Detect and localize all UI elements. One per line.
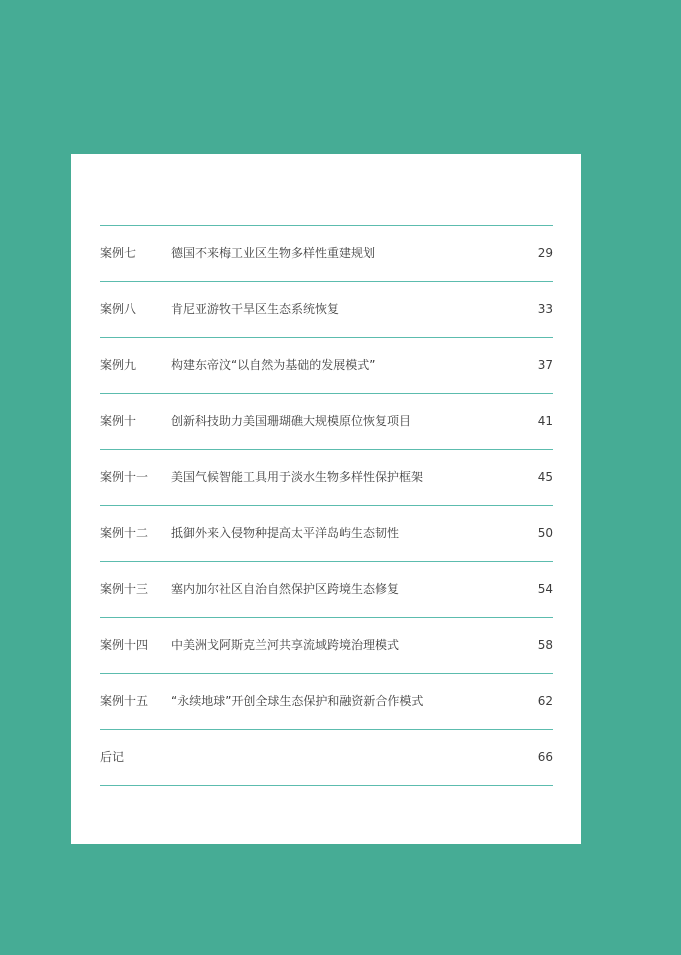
toc-entry-title: 美国气候智能工具用于淡水生物多样性保护框架 — [171, 470, 424, 484]
toc-entry-title: 构建东帝汶“以自然为基础的发展模式” — [171, 358, 376, 372]
toc-entry-title: 塞内加尔社区自治自然保护区跨境生态修复 — [171, 582, 400, 596]
toc-entry-page: 58 — [537, 638, 553, 652]
toc-entry-case-10[interactable] — [100, 394, 553, 450]
table-of-contents — [100, 225, 553, 786]
toc-entry-page: 54 — [537, 582, 553, 596]
toc-entry-case-11[interactable] — [100, 450, 553, 506]
toc-entry-number: 案例十三 — [100, 582, 149, 596]
toc-entry-case-15[interactable] — [100, 674, 553, 730]
toc-entry-title: 德国不来梅工业区生物多样性重建规划 — [171, 246, 376, 260]
toc-entry-title: 中美洲戈阿斯克兰河共享流域跨境治理模式 — [171, 638, 400, 652]
toc-entry-case-14[interactable] — [100, 618, 553, 674]
toc-entry-case-12[interactable] — [100, 506, 553, 562]
toc-entry-page: 41 — [537, 414, 553, 428]
toc-entry-page: 62 — [537, 694, 553, 708]
toc-entry-number: 案例八 — [100, 302, 137, 316]
toc-entry-number: 案例十 — [100, 414, 137, 428]
toc-entry-number: 案例七 — [100, 246, 137, 260]
toc-entry-number: 案例十一 — [100, 470, 149, 484]
toc-entry-case-7[interactable] — [100, 226, 553, 282]
toc-entry-number: 案例十二 — [100, 526, 149, 540]
toc-entry-page: 29 — [537, 246, 553, 260]
toc-entry-title: 肯尼亚游牧干旱区生态系统恢复 — [171, 302, 340, 316]
toc-entry-page: 66 — [537, 750, 553, 764]
toc-entry-number: 案例九 — [100, 358, 137, 372]
document-page — [71, 154, 581, 844]
toc-entry-case-9[interactable] — [100, 338, 553, 394]
toc-entry-number: 案例十五 — [100, 694, 149, 708]
toc-entry-number: 后记 — [100, 750, 125, 764]
toc-entry-number: 案例十四 — [100, 638, 149, 652]
toc-entry-page: 50 — [537, 526, 553, 540]
toc-entry-page: 45 — [537, 470, 553, 484]
toc-entry-case-13[interactable] — [100, 562, 553, 618]
toc-entry-case-8[interactable] — [100, 282, 553, 338]
toc-entry-title: 创新科技助力美国珊瑚礁大规模原位恢复项目 — [171, 414, 412, 428]
toc-entry-title: “永续地球”开创全球生态保护和融资新合作模式 — [171, 694, 424, 708]
toc-entry-page: 33 — [537, 302, 553, 316]
toc-entry-afterword[interactable] — [100, 730, 553, 786]
toc-entry-title: 抵御外来入侵物种提高太平洋岛屿生态韧性 — [171, 526, 400, 540]
toc-entry-page: 37 — [537, 358, 553, 372]
